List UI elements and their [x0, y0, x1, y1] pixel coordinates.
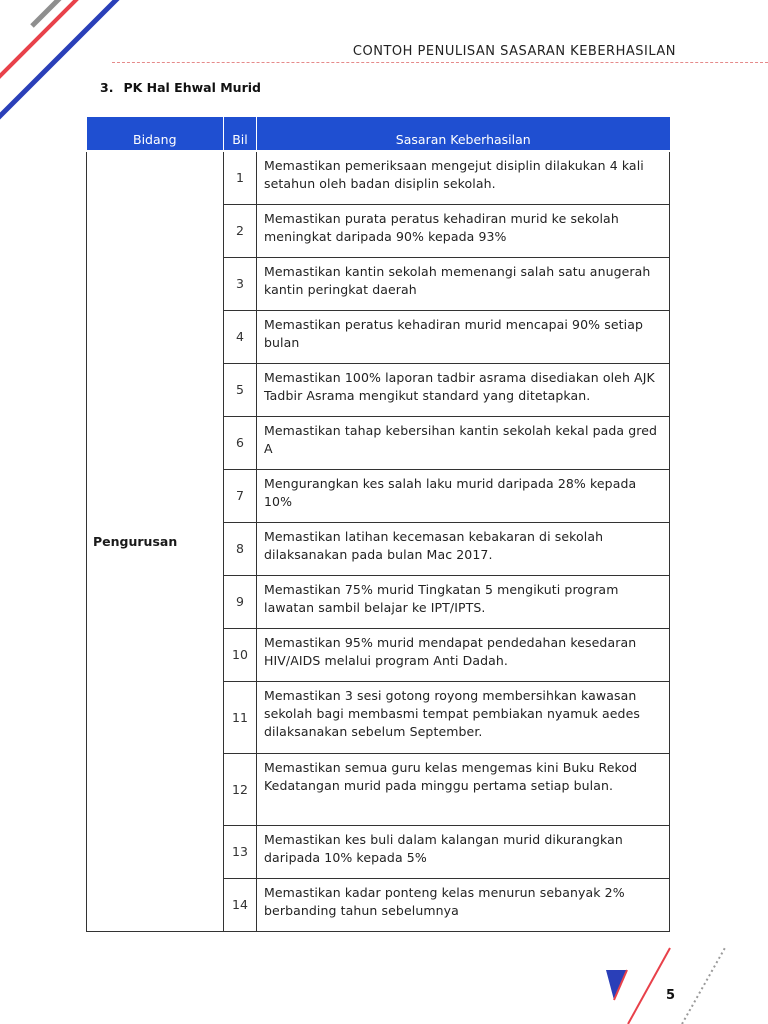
bil-cell: 6	[224, 416, 257, 469]
sasaran-cell: Memastikan kes buli dalam kalangan murid dikurangkan daripada 10% kepada 5%	[257, 825, 670, 878]
column-header-bil: Bil	[224, 117, 257, 151]
section-number: 3.	[100, 80, 114, 95]
sasaran-cell: Memastikan kantin sekolah memenangi salah satu anugerah kantin peringkat daerah	[257, 257, 670, 310]
sasaran-cell: Memastikan 100% laporan tadbir asrama disediakan oleh AJK Tadbir Asrama mengikut standard yang ditetapkan.	[257, 363, 670, 416]
sasaran-cell: Memastikan semua guru kelas mengemas kini Buku Rekod Kedatangan murid pada minggu pertama setiap bulan.	[257, 753, 670, 825]
sasaran-cell: Memastikan purata peratus kehadiran murid ke sekolah meningkat daripada 90% kepada 93%	[257, 204, 670, 257]
bil-cell: 3	[224, 257, 257, 310]
sasaran-cell: Memastikan pemeriksaan mengejut disiplin dilakukan 4 kali setahun oleh badan disiplin sekolah.	[257, 151, 670, 204]
bil-cell: 10	[224, 628, 257, 681]
table-body	[87, 151, 670, 931]
sasaran-cell: Memastikan peratus kehadiran murid mencapai 90% setiap bulan	[257, 310, 670, 363]
sasaran-cell: Memastikan 75% murid Tingkatan 5 mengikuti program lawatan sambil belajar ke IPT/IPTS.	[257, 575, 670, 628]
document-header-title: CONTOH PENULISAN SASARAN KEBERHASILAN	[352, 44, 676, 59]
sasaran-cell: Memastikan 3 sesi gotong royong membersihkan kawasan sekolah bagi membasmi tempat pembiakan nyamuk aedes dilaksanakan sebelum September.	[257, 681, 670, 753]
bil-cell: 14	[224, 878, 257, 931]
column-header-sasaran: Sasaran Keberhasilan	[257, 117, 670, 151]
header-divider	[112, 62, 768, 63]
bil-cell: 2	[224, 204, 257, 257]
page-number: 5	[666, 988, 676, 1003]
bil-cell: 7	[224, 469, 257, 522]
sasaran-cell: Memastikan latihan kecemasan kebakaran di sekolah dilaksanakan pada bulan Mac 2017.	[257, 522, 670, 575]
bil-cell: 8	[224, 522, 257, 575]
bil-cell: 1	[224, 151, 257, 204]
bil-cell: 11	[224, 681, 257, 753]
sasaran-cell: Memastikan kadar ponteng kelas menurun sebanyak 2% berbanding tahun sebelumnya	[257, 878, 670, 931]
section-heading	[100, 80, 261, 95]
section-title: PK Hal Ehwal Murid	[123, 80, 261, 95]
targets-table	[86, 117, 670, 932]
corner-stripes-decoration	[0, 0, 140, 130]
sasaran-cell: Memastikan 95% murid mendapat pendedahan kesedaran HIV/AIDS melalui program Anti Dadah.	[257, 628, 670, 681]
bil-cell: 9	[224, 575, 257, 628]
bil-cell: 12	[224, 753, 257, 825]
table-row	[87, 151, 670, 204]
sasaran-cell: Mengurangkan kes salah laku murid daripada 28% kepada 10%	[257, 469, 670, 522]
footer-logo-decoration	[590, 930, 768, 1024]
bidang-cell: Pengurusan	[87, 151, 224, 931]
bil-cell: 4	[224, 310, 257, 363]
bil-cell: 5	[224, 363, 257, 416]
bil-cell: 13	[224, 825, 257, 878]
table-header-row	[87, 117, 670, 151]
sasaran-cell: Memastikan tahap kebersihan kantin sekolah kekal pada gred A	[257, 416, 670, 469]
column-header-bidang: Bidang	[87, 117, 224, 151]
